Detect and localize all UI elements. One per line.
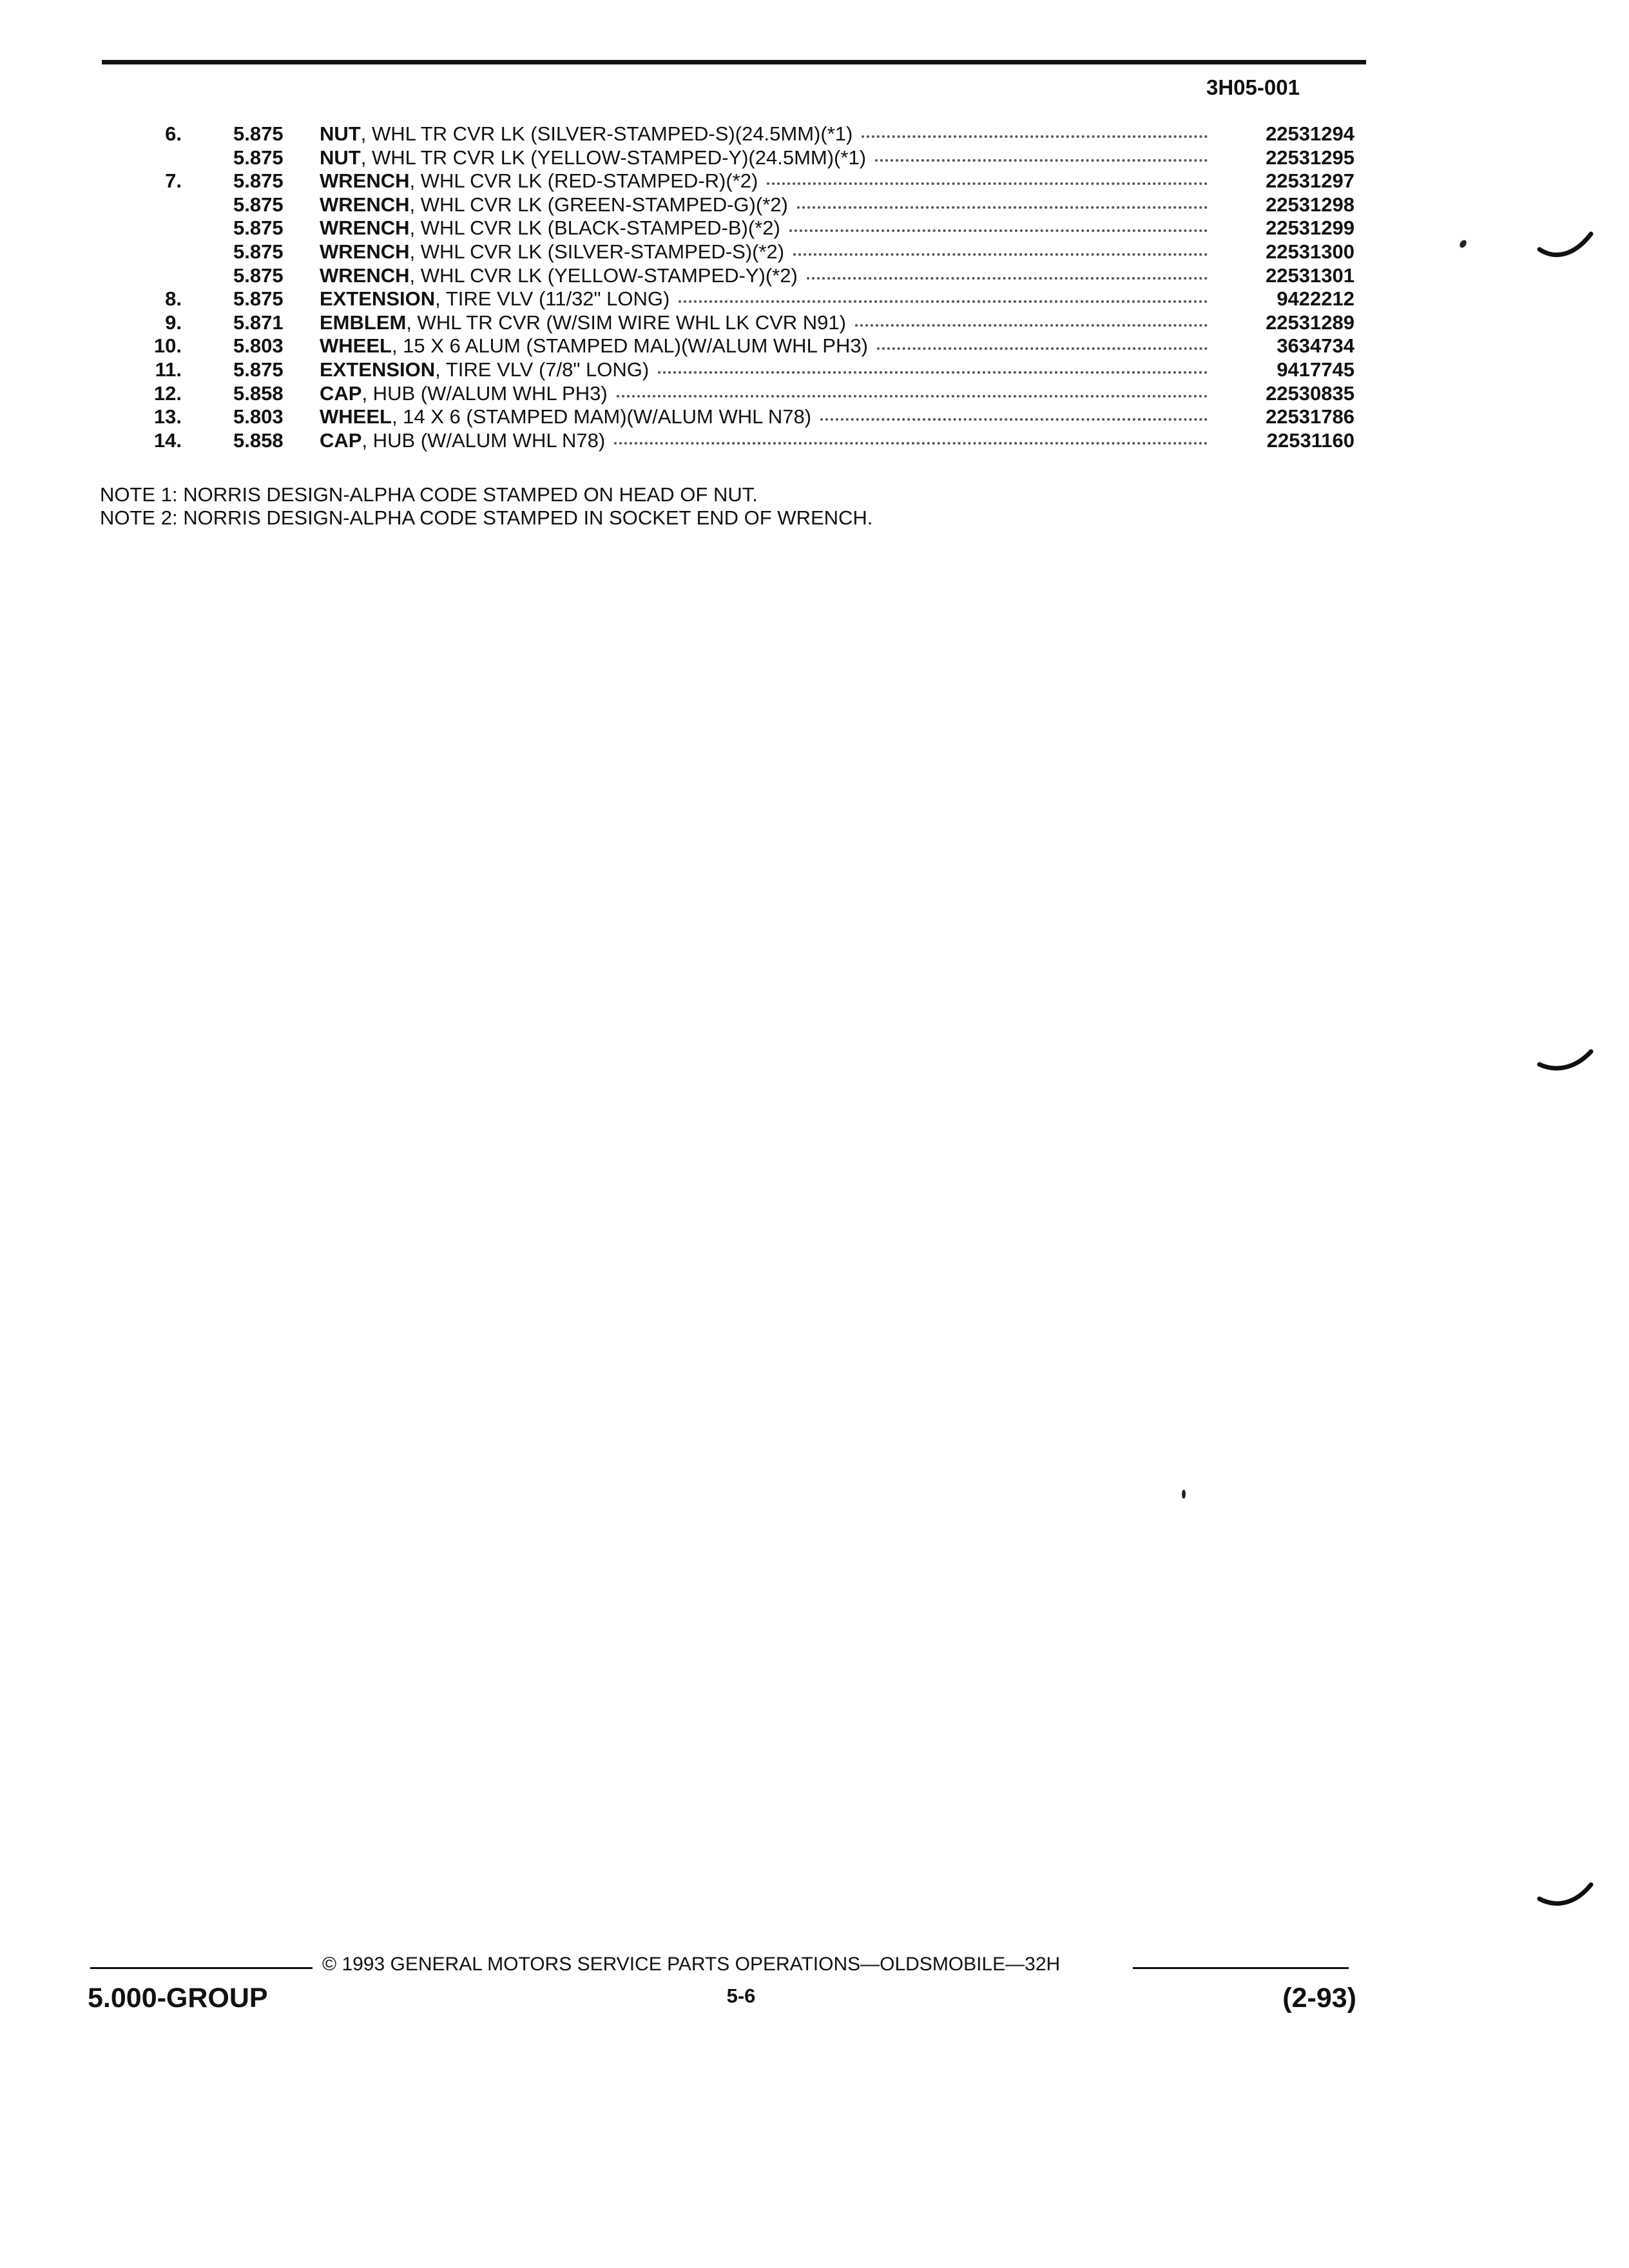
group-number: 5.875 — [233, 193, 284, 216]
part-description — [320, 216, 1213, 240]
part-number: 22531297 — [1266, 169, 1354, 193]
parts-row — [0, 122, 1629, 146]
item-number: 7. — [165, 169, 182, 193]
group-number: 5.803 — [233, 334, 284, 358]
item-number: 13. — [153, 405, 182, 428]
item-number: 14. — [153, 428, 182, 452]
part-description — [320, 264, 1213, 287]
parts-list — [0, 122, 1629, 452]
copyright-line: © 1993 GENERAL MOTORS SERVICE PARTS OPERATIONS—OLDSMOBILE—32H — [322, 1954, 1061, 1975]
part-number: 22531289 — [1266, 311, 1354, 334]
part-name: WRENCH — [320, 193, 410, 216]
parts-row — [0, 311, 1629, 335]
part-number: 9417745 — [1277, 358, 1354, 381]
binder-curve-icon — [1537, 1039, 1595, 1084]
item-number: 11. — [155, 358, 182, 381]
parts-row — [0, 169, 1629, 193]
item-number: 8. — [165, 287, 182, 311]
part-name: EXTENSION — [320, 358, 436, 381]
part-number: 22531295 — [1266, 146, 1354, 169]
group-number: 5.875 — [233, 122, 284, 145]
item-number: 6. — [165, 122, 182, 145]
part-description — [320, 240, 1213, 264]
parts-row — [0, 429, 1629, 453]
dot-leader — [820, 418, 1208, 421]
ink-speck — [1182, 1490, 1186, 1499]
part-description — [320, 358, 1213, 381]
binder-curve-icon — [1537, 1872, 1595, 1917]
part-name: WRENCH — [320, 264, 410, 287]
part-detail: , WHL CVR LK (SILVER-STAMPED-S)(*2) — [409, 240, 785, 263]
group-number: 5.875 — [233, 146, 284, 169]
part-detail: , TIRE VLV (11/32" LONG) — [435, 287, 670, 311]
footer-rule-right — [1133, 1967, 1349, 1969]
part-description — [320, 405, 1213, 428]
part-number: 22530835 — [1266, 381, 1354, 405]
part-description — [320, 122, 1213, 146]
note-line: NOTE 1: NORRIS DESIGN-ALPHA CODE STAMPED ON HEAD OF NUT. — [100, 483, 758, 506]
part-detail: , WHL TR CVR LK (YELLOW-STAMPED-Y)(24.5MM)(*1) — [360, 146, 867, 169]
group-number: 5.875 — [233, 264, 284, 287]
part-description — [320, 334, 1213, 358]
item-number: 9. — [165, 311, 182, 334]
parts-row — [0, 358, 1629, 382]
parts-row — [0, 334, 1629, 358]
part-name: NUT — [320, 146, 361, 169]
part-number: 22531298 — [1266, 193, 1354, 216]
group-number: 5.858 — [233, 381, 284, 405]
part-number: 22531786 — [1266, 405, 1354, 428]
group-number: 5.875 — [233, 169, 284, 193]
revision-code: (2-93) — [1282, 1983, 1356, 2013]
part-description — [320, 146, 1213, 169]
dot-leader — [855, 324, 1208, 327]
parts-row — [0, 193, 1629, 217]
item-number: 12. — [153, 381, 182, 405]
part-name: WRENCH — [320, 216, 410, 240]
part-detail: , HUB (W/ALUM WHL PH3) — [361, 381, 608, 405]
part-detail: , WHL CVR LK (YELLOW-STAMPED-Y)(*2) — [409, 264, 798, 287]
part-name: WHEEL — [320, 334, 392, 358]
notes — [100, 483, 872, 530]
parts-row — [0, 382, 1629, 406]
dot-leader — [767, 182, 1208, 185]
part-detail: , WHL CVR LK (GREEN-STAMPED-G)(*2) — [409, 193, 788, 216]
group-number: 5.875 — [233, 216, 284, 240]
part-name: EMBLEM — [320, 311, 407, 334]
part-name: CAP — [320, 381, 362, 405]
part-name: CAP — [320, 428, 362, 452]
footer-rule-left — [90, 1967, 313, 1969]
group-number: 5.875 — [233, 287, 284, 311]
group-number: 5.803 — [233, 405, 284, 428]
part-name: WRENCH — [320, 240, 410, 263]
part-description — [320, 311, 1213, 334]
parts-row — [0, 405, 1629, 429]
part-detail: , 15 X 6 ALUM (STAMPED MAL)(W/ALUM WHL PH3) — [391, 334, 868, 358]
parts-row — [0, 264, 1629, 288]
part-description — [320, 429, 1213, 452]
part-name: EXTENSION — [320, 287, 436, 311]
part-detail: , TIRE VLV (7/8" LONG) — [435, 358, 650, 381]
group-number: 5.875 — [233, 358, 284, 381]
dot-leader — [789, 229, 1208, 232]
part-number: 22531160 — [1266, 428, 1354, 452]
dot-leader — [793, 253, 1208, 256]
part-detail: , WHL TR CVR (W/SIM WIRE WHL LK CVR N91) — [406, 311, 846, 334]
dot-leader — [614, 442, 1208, 445]
group-number: 5.858 — [233, 428, 284, 452]
part-name: WHEEL — [320, 405, 392, 428]
part-name: WRENCH — [320, 169, 410, 193]
page-code: 3H05-001 — [1206, 75, 1300, 99]
group-label: 5.000-GROUP — [88, 1983, 268, 2013]
part-description — [320, 193, 1213, 216]
dot-leader — [617, 395, 1208, 398]
part-description — [320, 287, 1213, 311]
part-description — [320, 382, 1213, 405]
dot-leader — [877, 347, 1208, 350]
dot-leader — [797, 206, 1208, 209]
parts-row — [0, 146, 1629, 170]
part-detail: , WHL CVR LK (RED-STAMPED-R)(*2) — [409, 169, 758, 193]
part-number: 3634734 — [1277, 334, 1354, 358]
dot-leader — [862, 135, 1208, 138]
note-line: NOTE 2: NORRIS DESIGN-ALPHA CODE STAMPED IN SOCKET END OF WRENCH. — [100, 506, 873, 529]
group-number: 5.875 — [233, 240, 284, 263]
part-number: 9422212 — [1277, 287, 1354, 311]
dot-leader — [658, 371, 1208, 374]
page-number: 5-6 — [726, 1984, 756, 2007]
part-number: 22531299 — [1266, 216, 1354, 240]
part-name: NUT — [320, 122, 361, 145]
dot-leader — [679, 300, 1208, 303]
part-detail: , WHL CVR LK (BLACK-STAMPED-B)(*2) — [409, 216, 780, 240]
part-description — [320, 169, 1213, 193]
dot-leader — [875, 159, 1208, 162]
parts-row — [0, 287, 1629, 311]
top-rule — [102, 60, 1366, 64]
group-number: 5.871 — [233, 311, 284, 334]
item-number: 10. — [153, 334, 182, 358]
part-detail: , WHL TR CVR LK (SILVER-STAMPED-S)(24.5MM)(*1) — [360, 122, 853, 145]
part-number: 22531300 — [1266, 240, 1354, 263]
part-detail: , 14 X 6 (STAMPED MAM)(W/ALUM WHL N78) — [391, 405, 812, 428]
part-number: 22531301 — [1266, 264, 1354, 287]
part-detail: , HUB (W/ALUM WHL N78) — [361, 428, 606, 452]
binder-curve-icon — [1537, 222, 1595, 267]
parts-row — [0, 240, 1629, 264]
parts-row — [0, 216, 1629, 240]
part-number: 22531294 — [1266, 122, 1354, 145]
dot-leader — [807, 277, 1208, 280]
